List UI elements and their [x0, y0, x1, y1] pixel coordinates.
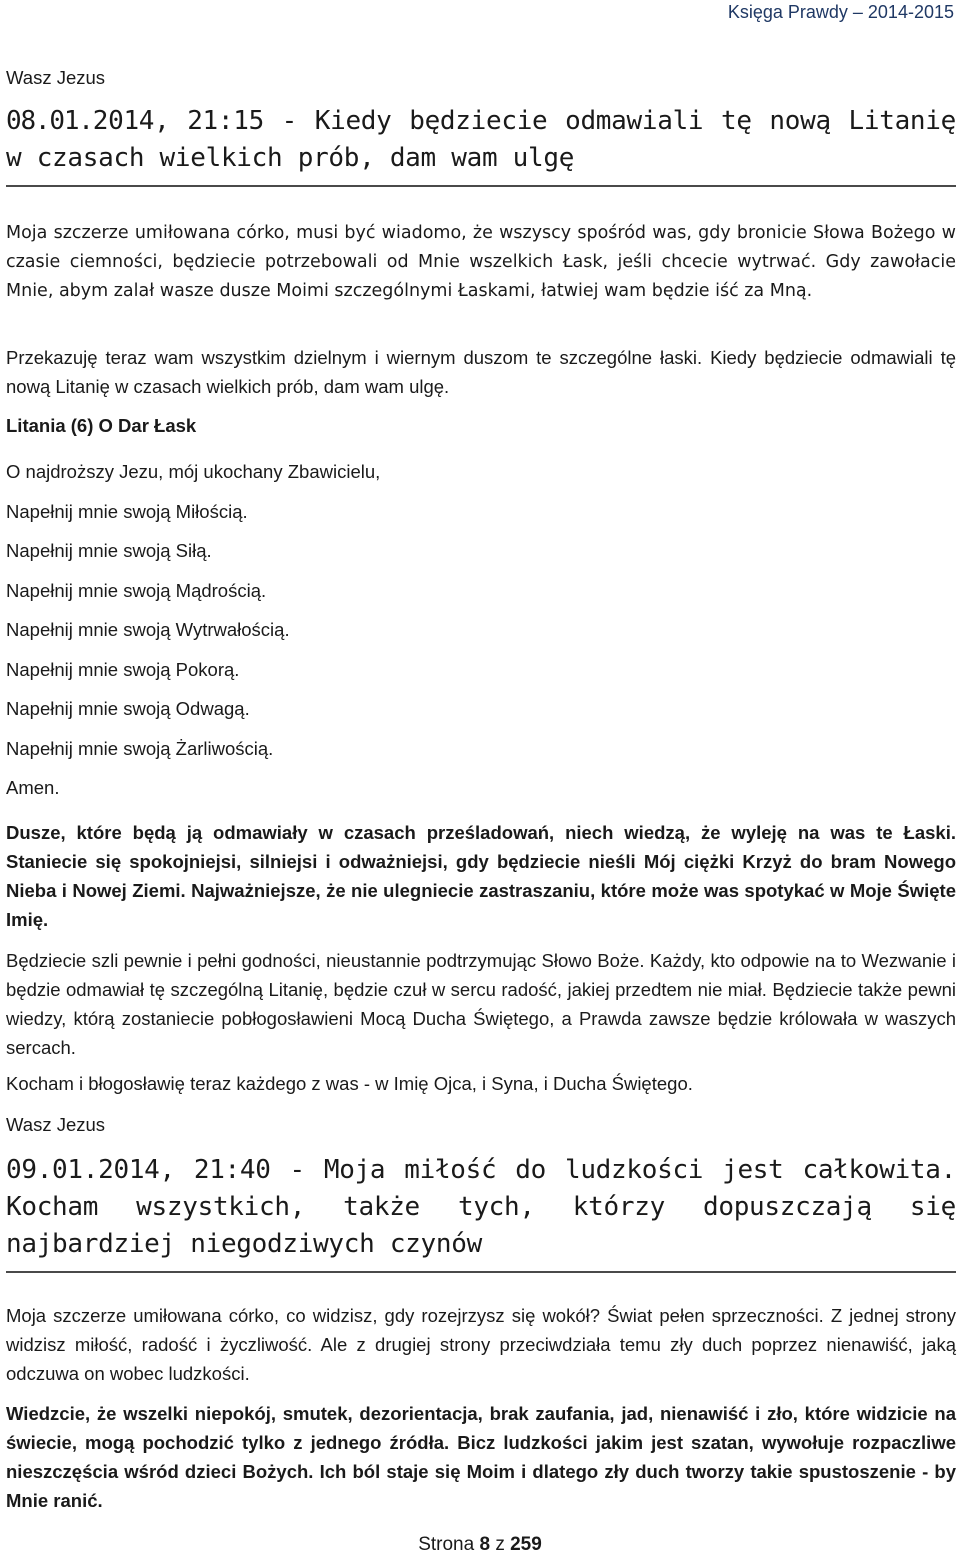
paragraph-5: Moja szczerze umiłowana córko, co widzisz, gdy rozejrzysz się wokół? Świat pełen sprzeczności. Z jednej strony widzisz miłość, radość i życzliwość. Ale z drugiej strony przeciwdziała temu zły duch poprzez nienawiść, jaką odczuwa on wobec ludzkości. [6, 1305, 956, 1384]
signature-bottom: Wasz Jezus [6, 1114, 106, 1135]
running-header: Księga Prawdy – 2014-2015 [727, 2, 954, 22]
heading-date-lead: 08.01. [6, 106, 93, 136]
footer-page-number: 8 [479, 1534, 491, 1555]
paragraph-2: Przekazuję teraz wam wszystkim dzielnym i wiernym duszom te szczególne łaski. Kiedy będziecie odmawiali tę nową Litanię w czasach wielkich prób, dam wam ulgę. [6, 347, 956, 397]
heading-title: 2014, 21:15 - Kiedy będziecie odmawiali tę nową Litanię w czasach wielkich prób, dam wam ulgę [6, 106, 956, 173]
footer-total-pages: 259 [510, 1534, 542, 1555]
message-heading-1 [6, 103, 956, 177]
heading-rule-2 [6, 1271, 956, 1273]
litany-line: Amen. [6, 777, 60, 798]
litany-line: Napełnij mnie swoją Wytrwałością. [6, 619, 290, 640]
signature-top: Wasz Jezus [6, 67, 106, 88]
litany-line: Napełnij mnie swoją Siłą. [6, 540, 212, 561]
bold-paragraph-2: Wiedzcie, że wszelki niepokój, smutek, dezorientacja, brak zaufania, jad, nienawiść i zło, które widzicie na świecie, mogą pochodzić tylko z jednego źródła. Bicz ludzkości jakim jest szatan, wywołuje rozpaczliwe nieszczęścia wśród dzieci Bożych. Ich ból staje się Moim i dlatego zły duch tworzy takie spustoszenie - by Mnie ranić. [6, 1403, 956, 1511]
paragraph-1: Moja szczerze umiłowana córko, musi być wiadomo, że wszyscy spośród was, gdy bronicie Słowa Bożego w czasie ciemności, będziecie potrzebowali od Mnie wszelkich Łask, jeśli chcecie wytrwać. Gdy zawołacie Mnie, abym zalał wasze dusze Moimi szczególnymi Łaskami, łatwiej wam będzie iść za Mną. [6, 223, 956, 301]
page-footer [0, 1533, 960, 1557]
litany-line: Napełnij mnie swoją Mądrością. [6, 579, 267, 601]
litany-title: Litania (6) O Dar Łask [6, 415, 197, 436]
footer-of: z [495, 1534, 505, 1555]
bold-paragraph-1: Dusze, które będą ją odmawiały w czasach prześladowań, niech wiedzą, że wyleję na was te Łaski. Staniecie się spokojniejsi, silniejsi i odważniejsi, gdy będziecie nieśli Mój ciężki Krzyż do bram Nowego Nieba i Nowej Ziemi. Najważniejsze, że nie ulegniecie zastraszaniu, które może was spotykać w Moje Święte Imię. [6, 822, 956, 930]
heading-rule-1 [6, 185, 956, 187]
litany-line: Napełnij mnie swoją Odwagą. [6, 698, 250, 719]
message-heading-2: 09.01.2014, 21:40 - Moja miłość do ludzkości jest całkowita. Kocham wszystkich, także tych, którzy dopuszczają się najbardziej niegodziwych czynów [6, 1155, 956, 1259]
litany-line: Napełnij mnie swoją Pokorą. [6, 658, 240, 680]
paragraph-3: Będziecie szli pewnie i pełni godności, nieustannie podtrzymując Słowo Boże. Każdy, kto odpowie na to Wezwanie i będzie odmawiał tę szczególną Litanię, będzie czuł w sercu radość, jakiej przedtem nie miał. Będziecie także pewni wiedzy, którą zostaniecie pobłogosławieni Mocą Ducha Świętego, a Prawda zawsze będzie królowała w waszych sercach. [6, 950, 956, 1058]
litany-line: Napełnij mnie swoją Miłością. [6, 500, 248, 522]
footer-label: Strona [418, 1534, 475, 1555]
paragraph-4: Kocham i błogosławię teraz każdego z was - w Imię Ojca, i Syna, i Ducha Świętego. [6, 1073, 693, 1094]
litany-line: O najdroższy Jezu, mój ukochany Zbawicielu, [6, 461, 381, 482]
litany-line: Napełnij mnie swoją Żarliwością. [6, 737, 274, 759]
